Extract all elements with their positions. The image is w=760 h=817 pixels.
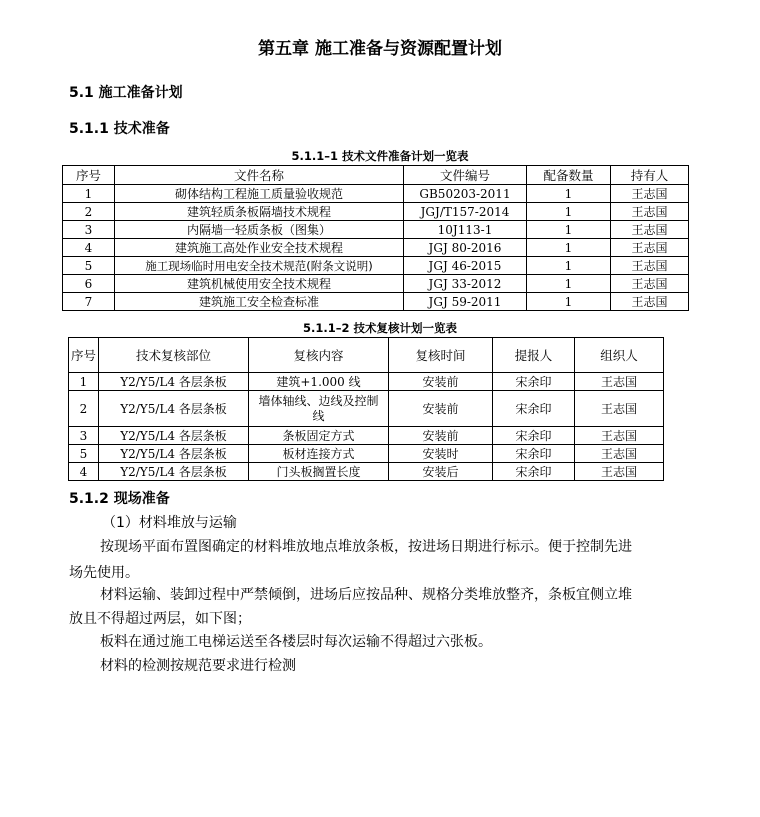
review-time: 安装前 xyxy=(389,391,493,427)
paragraph-text: 材料运输、装卸过程中严禁倾倒，进场后应按品种、规格分类堆放整齐，条板宜侧立堆 xyxy=(100,587,632,603)
review-location: Y2/Y5/L4 各层条板 xyxy=(99,463,249,481)
organizer: 王志国 xyxy=(575,373,664,391)
technical-documents-table xyxy=(62,165,689,311)
organizer: 王志国 xyxy=(575,391,664,427)
review-time: 安装前 xyxy=(389,427,493,445)
table-row xyxy=(69,373,664,391)
document-code: GB50203-2011 xyxy=(404,185,527,203)
holder: 王志国 xyxy=(611,257,689,275)
header-cell: 文件编号 xyxy=(404,166,527,185)
review-time: 安装后 xyxy=(389,463,493,481)
quantity: 1 xyxy=(527,239,611,257)
document-name: 建筑施工高处作业安全技术规程 xyxy=(115,239,404,257)
table-row xyxy=(63,185,689,203)
table-row xyxy=(63,257,689,275)
table-row xyxy=(69,391,664,427)
row-number: 2 xyxy=(63,203,115,221)
quantity: 1 xyxy=(527,203,611,221)
organizer: 王志国 xyxy=(575,427,664,445)
document-code: JGJ 59-2011 xyxy=(404,293,527,311)
holder: 王志国 xyxy=(611,293,689,311)
row-number: 5 xyxy=(63,257,115,275)
document-name: 砌体结构工程施工质量验收规范 xyxy=(115,185,404,203)
row-number: 2 xyxy=(69,391,99,427)
review-content: 板材连接方式 xyxy=(249,445,389,463)
organizer: 王志国 xyxy=(575,463,664,481)
holder: 王志国 xyxy=(611,239,689,257)
review-content: 门头板搁置长度 xyxy=(249,463,389,481)
header-cell: 技术复核部位 xyxy=(99,338,249,373)
document-code: 10J113-1 xyxy=(404,221,527,239)
header-cell: 序号 xyxy=(69,338,99,373)
header-cell: 复核内容 xyxy=(249,338,389,373)
table-row xyxy=(69,427,664,445)
document-code: JGJ/T157-2014 xyxy=(404,203,527,221)
row-number: 4 xyxy=(63,239,115,257)
paragraph-text: 板料在通过施工电梯运送至各楼层时每次运输不得超过六张板。 xyxy=(100,634,492,650)
table-header-row xyxy=(69,338,664,373)
document-code: JGJ 80-2016 xyxy=(404,239,527,257)
table-row xyxy=(69,463,664,481)
header-cell: 复核时间 xyxy=(389,338,493,373)
paragraph-text: 场先使用。 xyxy=(69,565,139,581)
table-row xyxy=(69,445,664,463)
review-location: Y2/Y5/L4 各层条板 xyxy=(99,427,249,445)
header-cell: 文件名称 xyxy=(115,166,404,185)
review-location: Y2/Y5/L4 各层条板 xyxy=(99,445,249,463)
section-heading-5-1-2: 5.1.2 现场准备 xyxy=(69,491,170,507)
quantity: 1 xyxy=(527,275,611,293)
header-cell: 持有人 xyxy=(611,166,689,185)
reporter: 宋余印 xyxy=(493,463,575,481)
chapter-title: 第五章 施工准备与资源配置计划 xyxy=(258,39,502,59)
document-name: 内隔墙一轻质条板（图集） xyxy=(115,221,404,239)
quantity: 1 xyxy=(527,185,611,203)
table-row xyxy=(63,203,689,221)
header-cell: 组织人 xyxy=(575,338,664,373)
paragraph-text: 材料的检测按规范要求进行检测 xyxy=(100,658,296,674)
review-content: 条板固定方式 xyxy=(249,427,389,445)
quantity: 1 xyxy=(527,293,611,311)
reporter: 宋余印 xyxy=(493,445,575,463)
table-row xyxy=(63,275,689,293)
reporter: 宋余印 xyxy=(493,391,575,427)
header-cell: 配备数量 xyxy=(527,166,611,185)
organizer: 王志国 xyxy=(575,445,664,463)
review-location: Y2/Y5/L4 各层条板 xyxy=(99,373,249,391)
row-number: 4 xyxy=(69,463,99,481)
quantity: 1 xyxy=(527,257,611,275)
header-cell: 提报人 xyxy=(493,338,575,373)
document-name: 施工现场临时用电安全技术规范(附条文说明) xyxy=(115,257,404,275)
review-time: 安装时 xyxy=(389,445,493,463)
row-number: 1 xyxy=(63,185,115,203)
table-row xyxy=(63,221,689,239)
holder: 王志国 xyxy=(611,185,689,203)
paragraph-text: 放且不得超过两层，如下图； xyxy=(69,611,251,627)
reporter: 宋余印 xyxy=(493,427,575,445)
holder: 王志国 xyxy=(611,203,689,221)
holder: 王志国 xyxy=(611,275,689,293)
table2-caption: 5.1.1–2 技术复核计划一览表 xyxy=(303,321,457,335)
row-number: 5 xyxy=(69,445,99,463)
document-code: JGJ 46-2015 xyxy=(404,257,527,275)
technical-review-table xyxy=(68,337,664,481)
section-heading-5-1-1: 5.1.1 技术准备 xyxy=(69,121,170,137)
section-heading-5-1: 5.1 施工准备计划 xyxy=(69,85,183,101)
document-name: 建筑施工安全检查标准 xyxy=(115,293,404,311)
review-content: 墙体轴线、边线及控制线 xyxy=(249,391,389,427)
subheading-material-storage: （1）材料堆放与运输 xyxy=(102,515,237,531)
row-number: 6 xyxy=(63,275,115,293)
table-row xyxy=(63,239,689,257)
header-cell: 序号 xyxy=(63,166,115,185)
quantity: 1 xyxy=(527,221,611,239)
document-name: 建筑轻质条板隔墙技术规程 xyxy=(115,203,404,221)
document-code: JGJ 33-2012 xyxy=(404,275,527,293)
review-time: 安装前 xyxy=(389,373,493,391)
document-name: 建筑机械使用安全技术规程 xyxy=(115,275,404,293)
table-row xyxy=(63,293,689,311)
row-number: 3 xyxy=(69,427,99,445)
paragraph-text: 按现场平面布置图确定的材料堆放地点堆放条板，按进场日期进行标示。便于控制先进 xyxy=(100,539,632,555)
row-number: 7 xyxy=(63,293,115,311)
table1-caption: 5.1.1–1 技术文件准备计划一览表 xyxy=(291,149,469,163)
review-location: Y2/Y5/L4 各层条板 xyxy=(99,391,249,427)
holder: 王志国 xyxy=(611,221,689,239)
row-number: 3 xyxy=(63,221,115,239)
table-header-row xyxy=(63,166,689,185)
review-content: 建筑+1.000 线 xyxy=(249,373,389,391)
row-number: 1 xyxy=(69,373,99,391)
reporter: 宋余印 xyxy=(493,373,575,391)
